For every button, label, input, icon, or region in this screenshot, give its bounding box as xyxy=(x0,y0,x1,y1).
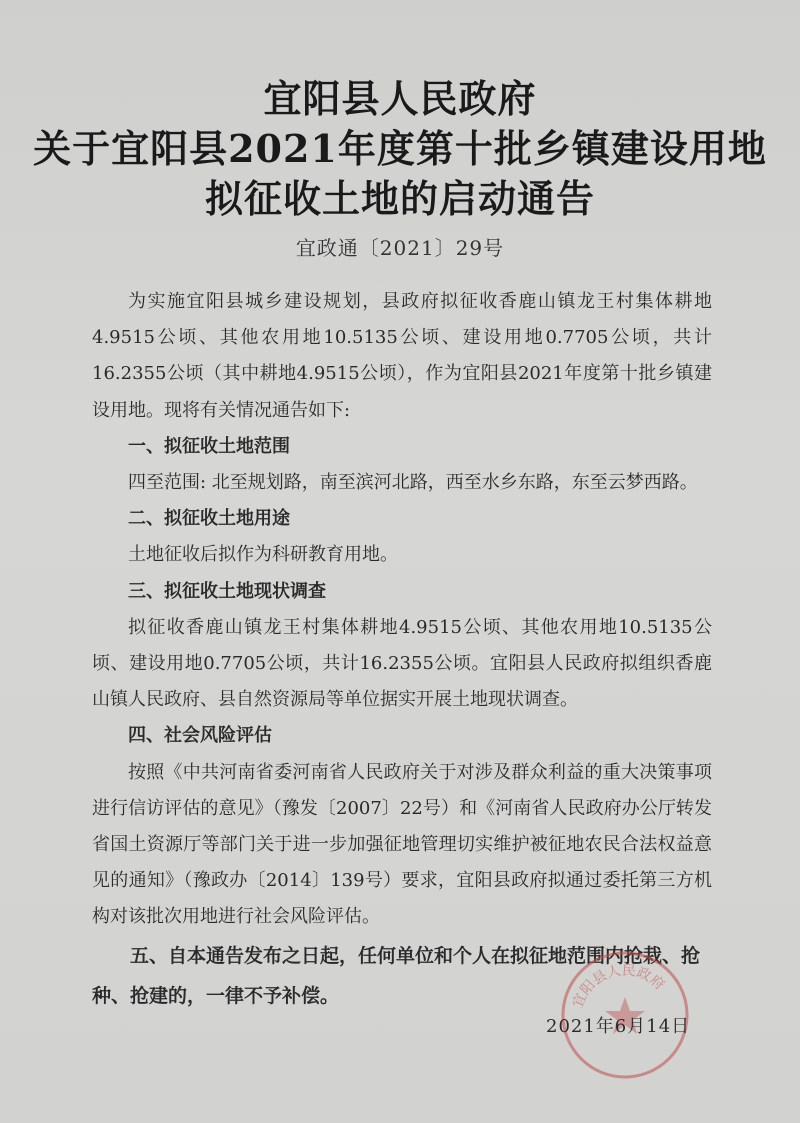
section-3-text: 拟征收香鹿山镇龙王村集体耕地4.9515公顷、其他农用地10.5135公顷、建设用地0.7705公顷，共计16.2355公顷。宜阳县人民政府拟组织香鹿山镇人民政府、县自然资源局等单位据实开展土地现状调查。 xyxy=(92,616,712,711)
section-1-text: 四至范围: 北至规划路，南至滨河北路，西至水乡东路，东至云梦西路。 xyxy=(128,472,698,494)
section-3-heading: 三、拟征收土地现状调查 xyxy=(128,580,326,602)
section-1-heading: 一、拟征收土地范围 xyxy=(128,435,290,457)
title-line-3: 拟征收土地的启动通告 xyxy=(204,176,595,221)
title-line-1: 宜阳县人民政府 xyxy=(263,76,537,121)
section-2-heading: 二、拟征收土地用途 xyxy=(128,508,290,530)
document-number: 宜政通〔2021〕29号 xyxy=(295,236,505,260)
title-line-2: 关于宜阳县2021年度第十批乡镇建设用地 xyxy=(33,126,767,171)
notice-body xyxy=(92,284,712,1016)
section-4-text: 按照《中共河南省委河南省人民政府关于对涉及群众利益的重大决策事项进行信访评估的意见》（豫发〔2007〕22号）和《河南省人民政府办公厅转发省国土资源厅等部门关于进一步加强征地管理切实维护被征地农民合法权益意见的通知》（豫政办〔2014〕139号）要求，宜阳县政府拟通过委托第三方机构对该批次用地进行社会风险评估。 xyxy=(92,761,712,928)
section-5-statement: 五、自本通告发布之日起，任何单位和个人在拟征地范围内抢栽、抢种、抢建的，一律不予补偿。 xyxy=(92,944,701,1007)
issue-date: 2021年6月14日 xyxy=(546,1016,691,1037)
section-4-heading: 四、社会风险评估 xyxy=(128,725,272,747)
section-2-text: 土地征收后拟作为科研教育用地。 xyxy=(128,544,398,566)
intro-paragraph: 为实施宜阳县城乡建设规划，县政府拟征收香鹿山镇龙王村集体耕地4.9515公顷、其他农用地10.5135公顷、建设用地0.7705公顷，共计16.2355公顷（其中耕地4.9515公顷），作为宜阳县2021年度第十批乡镇建设用地。现将有关情况通告如下: xyxy=(92,291,712,421)
svg-text:宜阳县人民政府: 宜阳县人民政府 xyxy=(569,962,668,1011)
